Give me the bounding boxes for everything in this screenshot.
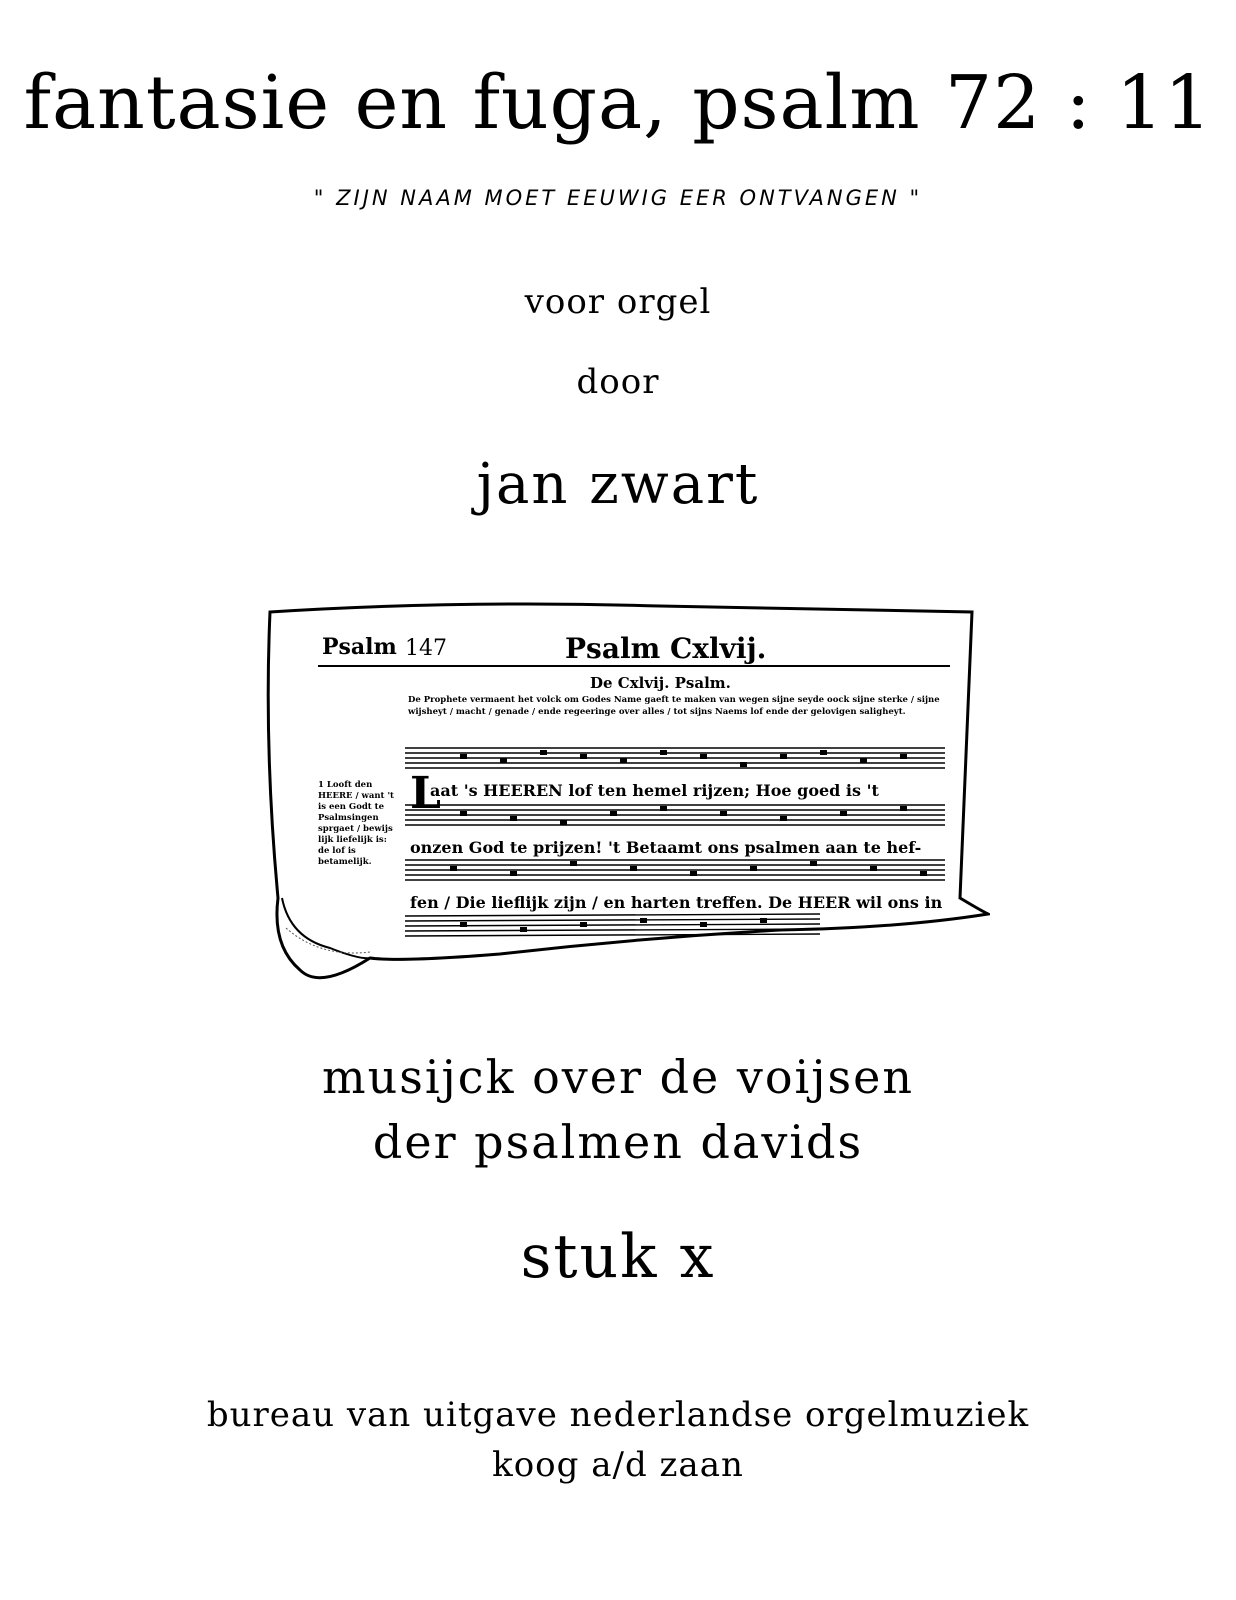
instrument-line: voor orgel (524, 282, 712, 322)
page-title: fantasie en fuga, psalm 72 : 11 (23, 60, 1213, 146)
subtitle: " ZIJN NAAM MOET EEUWIG EER ONTVANGEN " (313, 186, 923, 210)
series-title-line-1: musijck over de voijsen (321, 1050, 914, 1104)
psalter-facsimile-illustration (260, 598, 990, 1008)
page-number: 147 (405, 636, 447, 661)
lyric-line: fen / Die lieflijk zijn / en harten treffen. De HEER wil ons in (410, 893, 943, 912)
lyric-line: onzen God te prijzen! 't Betaamt ons psalmen aan te hef- (410, 838, 922, 857)
psalm-heading: Psalm Cxlvij. (565, 632, 767, 665)
psalm-argument: De Prophete vermaent het volck om Godes Name gaeft te maken van wegen sijne seyde oock sijne sterke / sijne wijsheyt / macht / genade / ende regeeringe over alles / tot sijns Naems lof ende der gelovigen saligheyt. (408, 695, 940, 717)
running-head: Psalm (322, 634, 397, 660)
lyric-line: aat 's HEEREN lof ten hemel rijzen; Hoe goed is 't (430, 781, 879, 800)
drop-cap: L (410, 768, 441, 819)
publisher-location: koog a/d zaan (492, 1445, 744, 1485)
margin-note: 1 Looft den HEERE / want 't is een Godt te Psalmsingen sprgaet / bewijs lijk liefelijk is: de lof is betamelijk. (318, 780, 394, 867)
by-line: door (576, 362, 660, 402)
composer-name: jan zwart (476, 452, 760, 517)
part-number: stuk x (520, 1222, 716, 1292)
psalm-subheading: De Cxlvij. Psalm. (590, 674, 731, 692)
series-title-line-2: der psalmen davids (372, 1115, 864, 1169)
publisher-name: bureau van uitgave nederlandse orgelmuziek (206, 1395, 1030, 1435)
